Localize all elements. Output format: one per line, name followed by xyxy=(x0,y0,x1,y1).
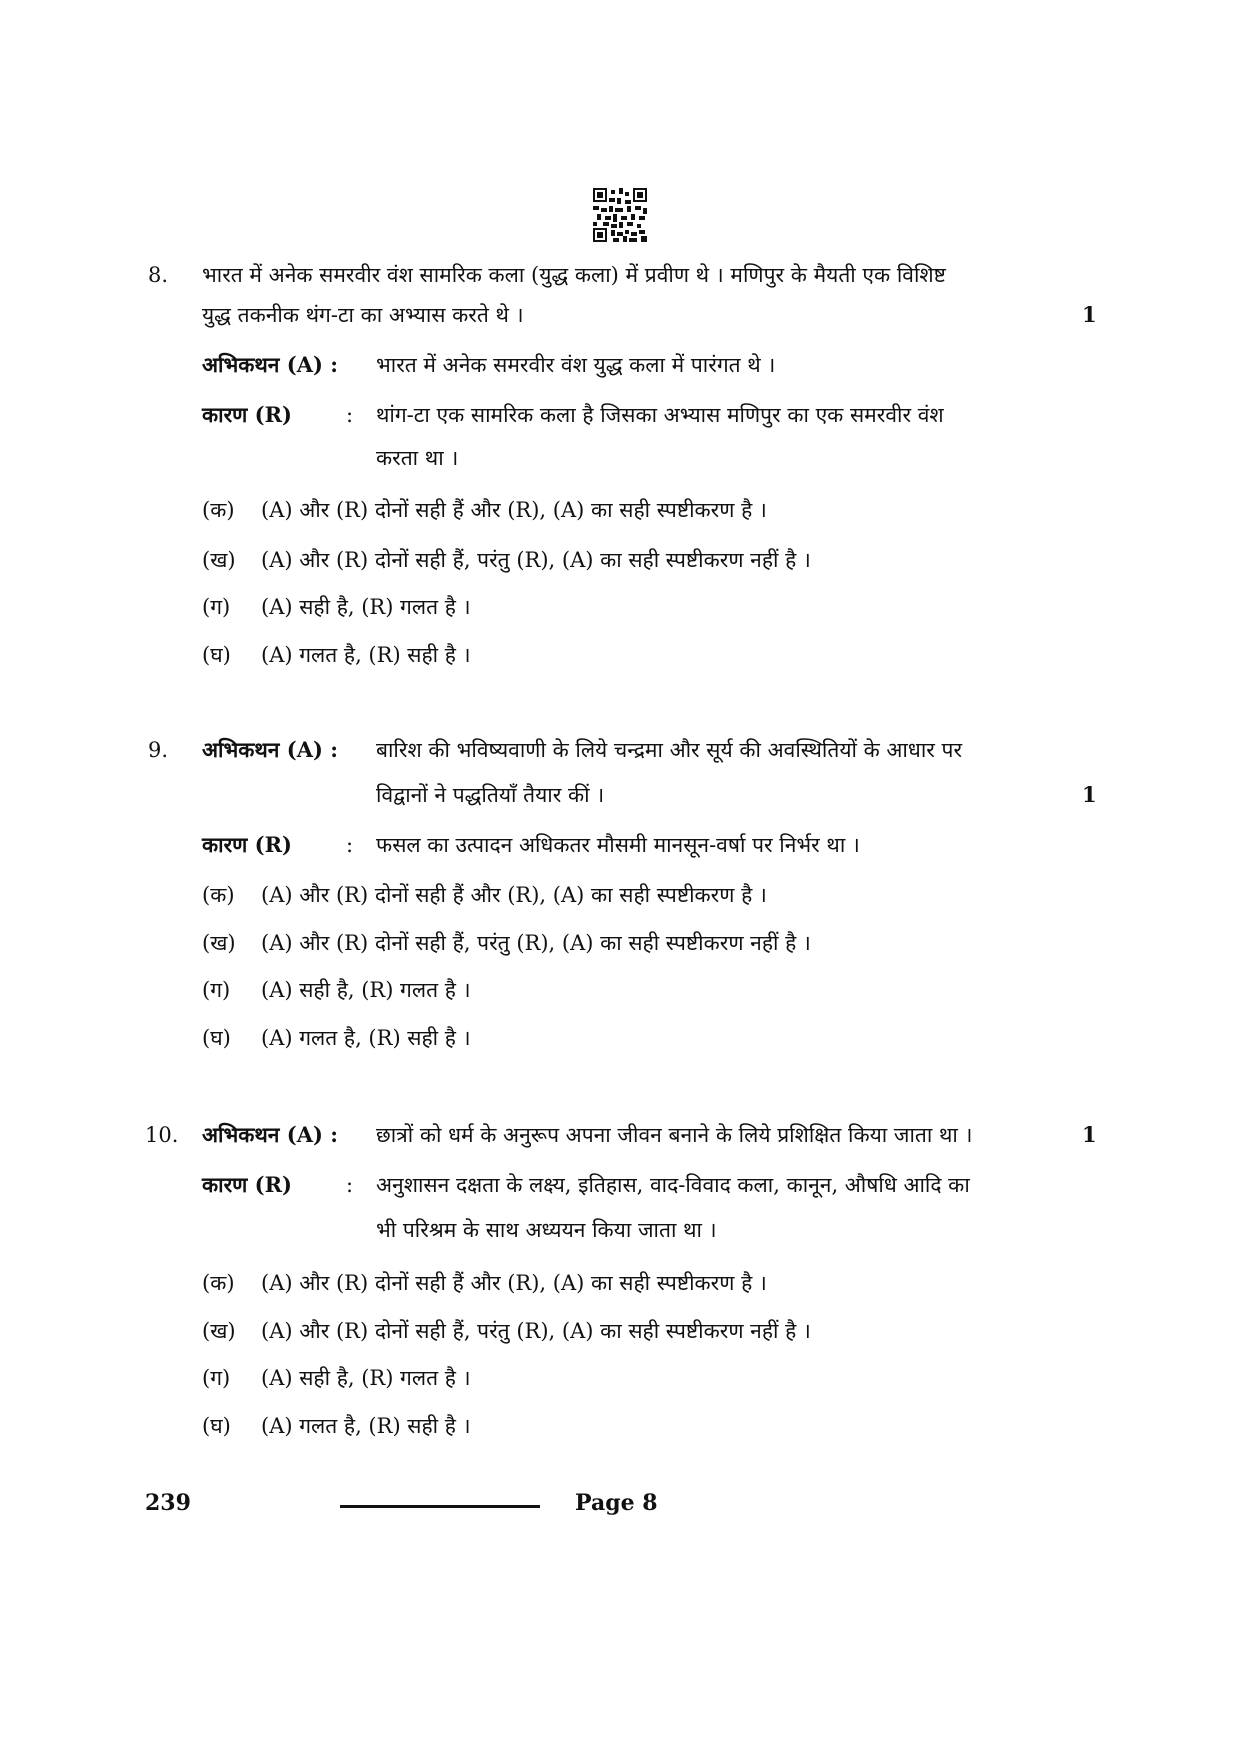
option-label: (ग) xyxy=(202,978,231,1002)
option-label: (ग) xyxy=(202,595,231,619)
option-text: (A) और (R) दोनों सही हैं और (R), (A) का सही स्पष्टीकरण है । xyxy=(261,498,767,522)
assertion-text: भारत में अनेक समरवीर वंश युद्ध कला में पारंगत थे । xyxy=(376,353,776,377)
option-text: (A) गलत है, (R) सही है । xyxy=(261,643,471,667)
reason-text: अनुशासन दक्षता के लक्ष्य, इतिहास, वाद-विवाद कला, कानून, औषधि आदि का xyxy=(376,1173,970,1197)
option-text: (A) और (R) दोनों सही हैं, परंतु (R), (A) का सही स्पष्टीकरण नहीं है । xyxy=(261,548,811,572)
option-label: (ग) xyxy=(202,1366,231,1390)
reason-colon: : xyxy=(346,403,354,427)
assertion-label: अभिकथन (A) : xyxy=(202,737,338,762)
option-label: (घ) xyxy=(202,1026,231,1050)
option-text: (A) सही है, (R) गलत है । xyxy=(261,595,471,619)
question-stem-line: युद्ध तकनीक थंग-टा का अभ्यास करते थे । xyxy=(202,303,524,327)
question-marks: 1 xyxy=(1082,1122,1097,1147)
option-text: (A) सही है, (R) गलत है । xyxy=(261,978,471,1002)
option-text: (A) और (R) दोनों सही हैं, परंतु (R), (A) का सही स्पष्टीकरण नहीं है । xyxy=(261,931,811,955)
reason-colon: : xyxy=(346,1173,354,1197)
option-label: (ख) xyxy=(202,1319,236,1343)
option-label: (ख) xyxy=(202,548,236,572)
assertion-text: छात्रों को धर्म के अनुरूप अपना जीवन बनाने के लिये प्रशिक्षित किया जाता था । xyxy=(376,1123,973,1147)
assertion-label: अभिकथन (A) : xyxy=(202,1122,338,1147)
question-marks: 1 xyxy=(1082,782,1097,807)
question-number: 10. xyxy=(145,1123,179,1147)
reason-text: थांग-टा एक सामरिक कला है जिसका अभ्यास मणिपुर का एक समरवीर वंश xyxy=(376,403,944,427)
question-marks: 1 xyxy=(1082,302,1097,327)
option-text: (A) और (R) दोनों सही हैं, परंतु (R), (A) का सही स्पष्टीकरण नहीं है । xyxy=(261,1319,811,1343)
reason-colon: : xyxy=(346,833,354,857)
option-label: (घ) xyxy=(202,1414,231,1438)
option-label: (क) xyxy=(202,498,235,522)
footer-divider xyxy=(340,1505,540,1508)
option-label: (ख) xyxy=(202,931,236,955)
assertion-text: बारिश की भविष्यवाणी के लिये चन्द्रमा और सूर्य की अवस्थितियों के आधार पर xyxy=(376,738,963,762)
page-number: Page 8 xyxy=(575,1490,658,1516)
option-text: (A) और (R) दोनों सही हैं और (R), (A) का सही स्पष्टीकरण है । xyxy=(261,883,767,907)
option-text: (A) और (R) दोनों सही हैं और (R), (A) का सही स्पष्टीकरण है । xyxy=(261,1271,767,1295)
assertion-text: विद्वानों ने पद्धतियाँ तैयार कीं । xyxy=(376,783,605,807)
option-label: (घ) xyxy=(202,643,231,667)
option-text: (A) गलत है, (R) सही है । xyxy=(261,1414,471,1438)
reason-text: भी परिश्रम के साथ अध्ययन किया जाता था । xyxy=(376,1218,717,1242)
option-label: (क) xyxy=(202,1271,235,1295)
assertion-label: अभिकथन (A) : xyxy=(202,352,338,377)
option-text: (A) सही है, (R) गलत है । xyxy=(261,1366,471,1390)
option-text: (A) गलत है, (R) सही है । xyxy=(261,1026,471,1050)
reason-text: करता था । xyxy=(376,446,459,470)
question-number: 9. xyxy=(148,738,169,762)
question-stem-line: भारत में अनेक समरवीर वंश सामरिक कला (युद्ध कला) में प्रवीण थे । मणिपुर के मैयती एक विशिष्ट xyxy=(202,263,946,287)
reason-label: कारण (R) xyxy=(202,1172,292,1197)
qr-code xyxy=(593,188,647,242)
paper-code: 239 xyxy=(145,1490,191,1516)
reason-label: कारण (R) xyxy=(202,832,292,857)
question-number: 8. xyxy=(148,263,169,287)
reason-label: कारण (R) xyxy=(202,402,292,427)
option-label: (क) xyxy=(202,883,235,907)
reason-text: फसल का उत्पादन अधिकतर मौसमी मानसून-वर्षा पर निर्भर था । xyxy=(376,833,860,857)
